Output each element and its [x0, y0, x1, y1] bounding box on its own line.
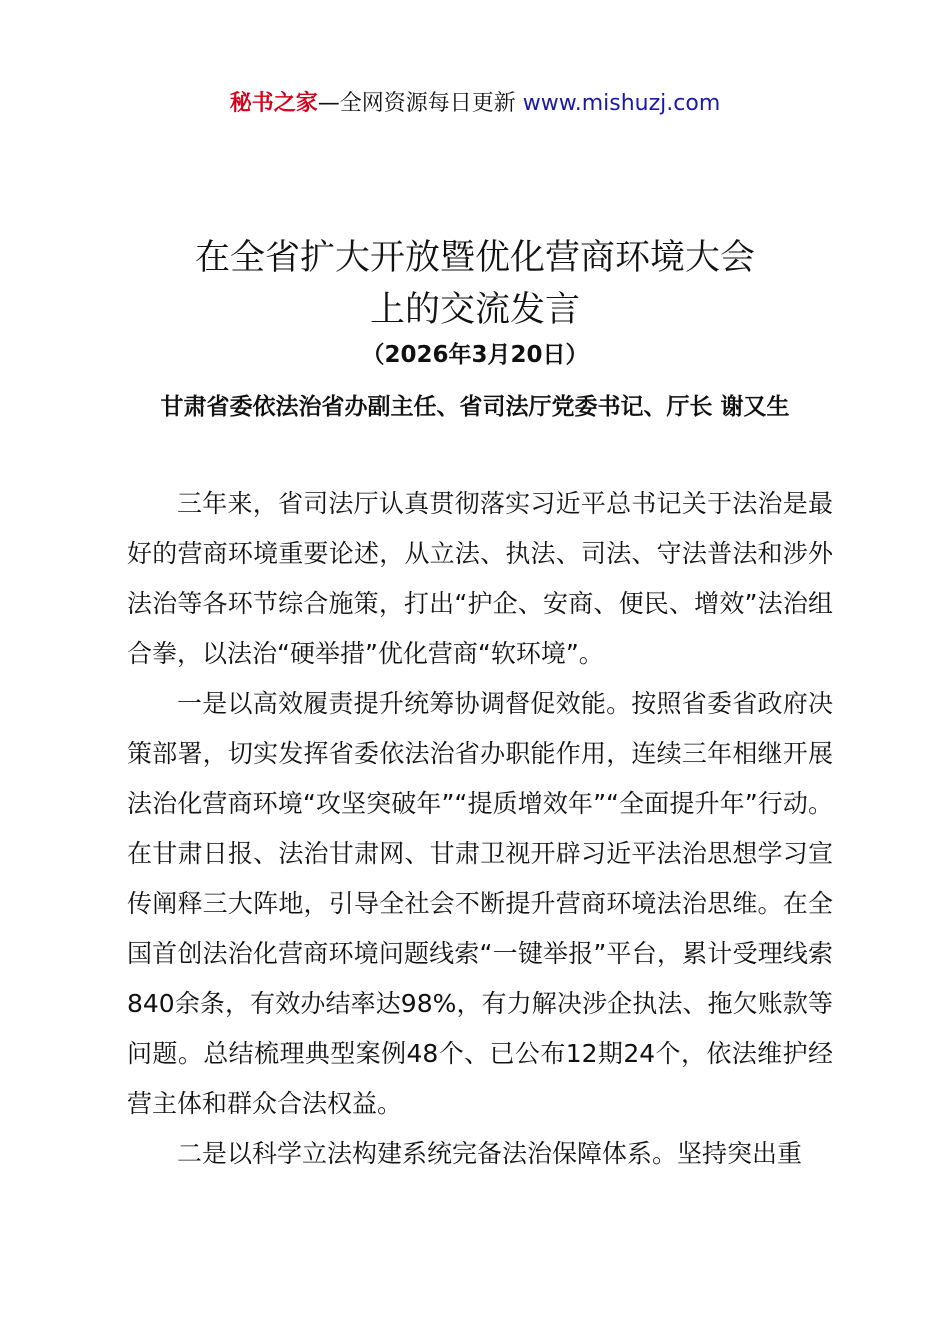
header-banner	[0, 88, 950, 120]
site-url-link[interactable]: www.mishuzj.com	[522, 91, 721, 116]
document-date: （2026年3月20日）	[361, 342, 589, 368]
paragraph-point-1: 一是以高效履责提升统筹协调督促效能。按照省委省政府决策部署，切实发挥省委依法治省办职能作用，连续三年相继开展法治化营商环境“攻坚突破年”“提质增效年”“全面提升年”行动。在甘肃日报、法治甘肃网、甘肃卫视开辟习近平法治思想学习宣传阐释三大阵地，引导全社会不断提升营商环境法治思维。在全国首创法治化营商环境问题线索“一键举报”平台，累计受理线索840余条，有效办结率达98%，有力解决涉企执法、拖欠账款等问题。总结梳理典型案例48个、已公布12期24个，依法维护经营主体和群众合法权益。	[127, 689, 833, 1118]
paragraph-point-2: 二是以科学立法构建系统完备法治保障体系。坚持突出重	[177, 1139, 803, 1168]
document-title-line-1: 在全省扩大开放暨优化营商环境大会	[194, 238, 755, 278]
document-author: 甘肃省委依法治省办副主任、省司法厅党委书记、厅长 谢又生	[160, 394, 790, 420]
header-tagline: —全网资源每日更新	[317, 91, 523, 116]
document-title-line-2: 上的交流发言	[369, 290, 580, 330]
document-title	[0, 232, 950, 336]
paragraph-intro: 三年来，省司法厅认真贯彻落实习近平总书记关于法治是最好的营商环境重要论述，从立法、执法、司法、守法普法和涉外法治等各环节综合施策，打出“护企、安商、便民、增效”法治组合拳，以法治“硬举措”优化营商“软环境”。	[127, 489, 833, 668]
brand-name: 秘书之家	[229, 91, 318, 116]
document-body	[127, 479, 833, 1179]
